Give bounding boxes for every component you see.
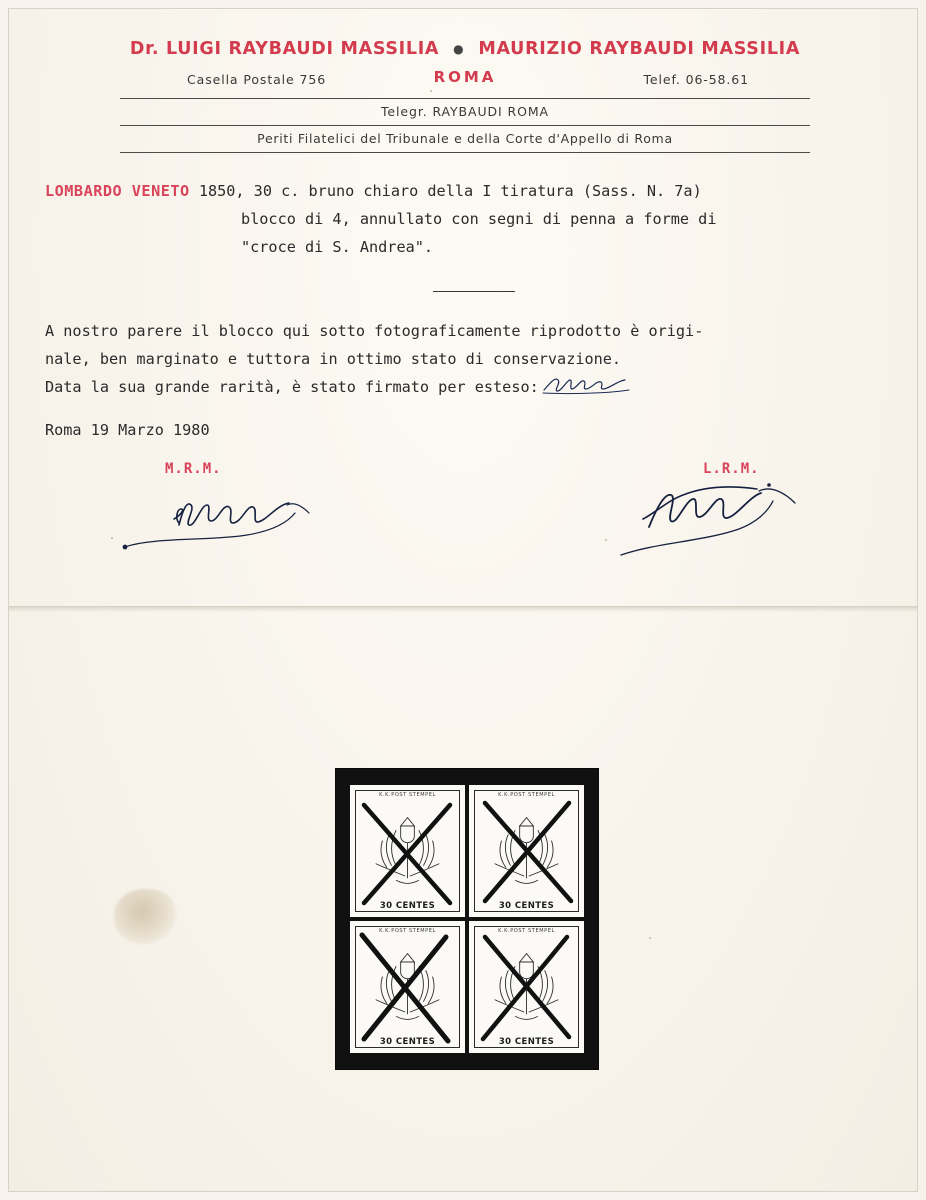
stamp-denomination: 30 CENTES — [498, 1037, 555, 1047]
paper-speck — [605, 539, 607, 541]
paper-speck — [649, 937, 651, 939]
stamp-cell — [469, 921, 584, 1053]
letterhead-separator-dot: ● — [453, 42, 465, 56]
stamp-denomination: 30 CENTES — [379, 901, 436, 911]
paper-speck — [111, 537, 113, 539]
opinion-line-1: A nostro parere il blocco qui sotto fotograficamente riprodotto è origi- — [45, 322, 704, 340]
letterhead-contact-row — [85, 68, 845, 92]
letterhead-rule-3 — [120, 152, 810, 153]
signature-label-left: M.R.M. — [165, 461, 222, 477]
expert-name-right: MAURIZIO RAYBAUDI MASSILIA — [478, 39, 801, 59]
stamp-top-inscription: K.K.POST STEMPEL — [379, 792, 436, 798]
phone-text: Telef. 06-58.61 — [643, 72, 749, 87]
stamp-block-photo — [336, 769, 598, 1069]
city-text: ROMA — [433, 68, 497, 86]
signature-right — [609, 471, 839, 570]
letterhead-rule-2 — [120, 125, 810, 126]
section-separator — [433, 291, 515, 292]
subject-country: LOMBARDO VENETO — [45, 182, 190, 200]
opinion-block — [45, 317, 915, 401]
description-text-3: "croce di S. Andrea". — [241, 238, 434, 256]
stamp-cell — [469, 785, 584, 917]
opinion-line-3 — [45, 373, 915, 401]
fold-shadow — [9, 607, 917, 612]
description-block — [45, 177, 905, 261]
stamp-block-grid — [350, 785, 584, 1053]
stamp-denomination: 30 CENTES — [498, 901, 555, 911]
letterhead — [85, 39, 845, 153]
credentials-text: Periti Filatelici del Tribunale e della Corte d'Appello di Roma — [257, 131, 673, 146]
inline-signature — [539, 378, 631, 396]
stamp-cell — [350, 785, 465, 917]
signature-left — [119, 479, 349, 563]
po-box-text: Casella Postale 756 — [187, 72, 327, 87]
letterhead-experts — [85, 39, 845, 59]
opinion-line-3-text: Data la sua grande rarità, è stato firmato per esteso: — [45, 378, 539, 396]
letterhead-rule-1 — [120, 98, 810, 99]
stamp-top-inscription: K.K.POST STEMPEL — [498, 928, 555, 934]
place-date: Roma 19 Marzo 1980 — [45, 421, 210, 439]
stamp-coat-of-arms — [481, 939, 572, 1033]
stamp-top-inscription: K.K.POST STEMPEL — [379, 928, 436, 934]
stamp-coat-of-arms — [362, 939, 453, 1033]
stamp-top-inscription: K.K.POST STEMPEL — [498, 792, 555, 798]
expert-name-left: Dr. LUIGI RAYBAUDI MASSILIA — [129, 39, 440, 59]
description-text-1: 1850, 30 c. bruno chiaro della I tiratura (Sass. N. 7a) — [198, 182, 702, 200]
opinion-line-2: nale, ben marginato e tuttora in ottimo stato di conservazione. — [45, 350, 622, 368]
paper-sheet — [8, 8, 918, 1192]
description-line-1 — [45, 177, 905, 205]
telegraph-text: Telegr. RAYBAUDI ROMA — [381, 104, 549, 119]
stamp-denomination: 30 CENTES — [379, 1037, 436, 1047]
signature-label-right: L.R.M. — [703, 461, 760, 477]
stamp-cell — [350, 921, 465, 1053]
description-text-2: blocco di 4, annullato con segni di penna a forme di — [241, 210, 717, 228]
stamp-coat-of-arms — [481, 803, 572, 897]
stamp-coat-of-arms — [362, 803, 453, 897]
